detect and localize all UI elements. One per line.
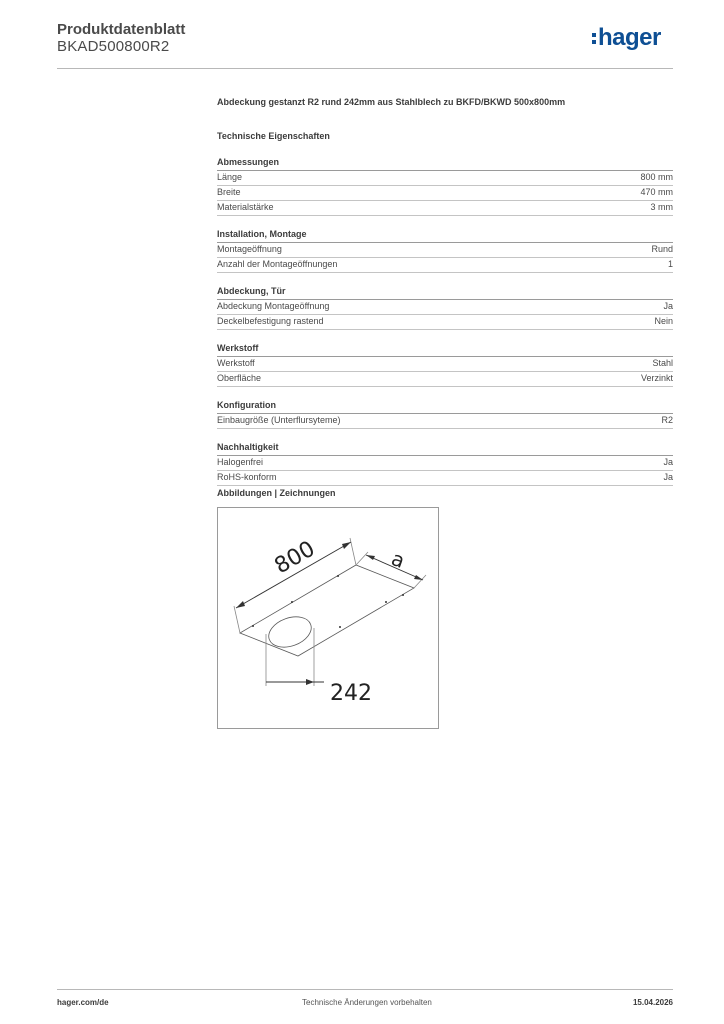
dim-ext-line: [234, 606, 240, 633]
section-dimensions: [217, 156, 673, 216]
section-title: Konfiguration: [217, 399, 673, 414]
row-label: Werkstoff: [217, 358, 255, 368]
section-title: Abdeckung, Tür: [217, 285, 673, 300]
tech-properties-heading: Technische Eigenschaften: [217, 131, 330, 141]
table-row: [217, 372, 673, 387]
mounting-hole: [337, 575, 339, 577]
logo-text: hager: [598, 24, 661, 51]
dim-ext-line: [356, 552, 368, 565]
row-value: Ja: [663, 472, 673, 482]
section-material: [217, 342, 673, 387]
arrow-head: [306, 679, 314, 685]
row-value: Ja: [663, 301, 673, 311]
row-label: Anzahl der Montageöffnungen: [217, 259, 338, 269]
label-242: 242: [330, 681, 372, 706]
label-800: 800: [270, 536, 320, 580]
row-label: Länge: [217, 172, 243, 182]
section-title: Nachhaltigkeit: [217, 441, 673, 456]
header-divider: [57, 68, 673, 69]
table-row: [217, 171, 673, 186]
row-value: Ja: [663, 457, 673, 467]
row-label: Breite: [217, 187, 241, 197]
table-row: [217, 186, 673, 201]
footer-website-link[interactable]: hager.com/de: [57, 998, 109, 1007]
mounting-hole: [339, 626, 341, 628]
table-row: [217, 258, 673, 273]
document-title: Produktdatenblatt: [57, 21, 186, 38]
mounting-hole: [402, 594, 404, 596]
table-row: [217, 300, 673, 315]
table-row: [217, 471, 673, 486]
section-installation: [217, 228, 673, 273]
footer-date: 15.04.2026: [632, 998, 673, 1007]
section-sustainability: [217, 441, 673, 486]
footer-notice: Technische Änderungen vorbehalten: [302, 998, 432, 1007]
table-row: [217, 357, 673, 372]
technical-drawing: [217, 507, 439, 729]
row-value: Rund: [651, 244, 673, 254]
arrow-head: [236, 601, 245, 608]
arrow-head: [342, 542, 351, 549]
row-value: Verzinkt: [640, 373, 673, 383]
row-value: 800 mm: [640, 172, 673, 182]
table-row: [217, 456, 673, 471]
row-label: Abdeckung Montageöffnung: [217, 301, 330, 311]
mounting-hole: [291, 601, 293, 603]
mounting-hole: [385, 601, 387, 603]
arrow-head: [414, 575, 423, 580]
row-label: RoHS-konform: [217, 472, 277, 482]
row-label: Oberfläche: [217, 373, 262, 383]
table-row: [217, 414, 673, 429]
row-label: Montageöffnung: [217, 244, 282, 254]
product-code: BKAD500800R2: [57, 38, 170, 55]
table-row: [217, 315, 673, 330]
images-heading: Abbildungen | Zeichnungen: [217, 488, 336, 498]
table-row: [217, 201, 673, 216]
section-title: Werkstoff: [217, 342, 673, 357]
logo-mark-icon: [592, 33, 596, 44]
row-label: Deckelbefestigung rastend: [217, 316, 324, 326]
row-label: Halogenfrei: [217, 457, 264, 467]
row-value: 1: [667, 259, 673, 269]
label-a: a: [388, 546, 409, 573]
hager-logo[interactable]: [592, 26, 661, 50]
table-row: [217, 243, 673, 258]
row-value: R2: [661, 415, 673, 425]
footer-divider: [57, 989, 673, 990]
section-title: Abmessungen: [217, 156, 673, 171]
product-description: Abdeckung gestanzt R2 rund 242mm aus Stahlblech zu BKFD/BKWD 500x800mm: [217, 97, 566, 107]
row-label: Einbaugröße (Unterflursyteme): [217, 415, 341, 425]
datasheet-content: [217, 96, 673, 486]
mounting-hole: [252, 625, 254, 627]
section-cover-door: [217, 285, 673, 330]
row-value: Stahl: [652, 358, 673, 368]
row-label: Materialstärke: [217, 202, 274, 212]
section-title: Installation, Montage: [217, 228, 673, 243]
row-value: Nein: [654, 316, 673, 326]
section-configuration: [217, 399, 673, 429]
row-value: 3 mm: [650, 202, 673, 212]
arrow-head: [366, 555, 375, 560]
round-opening: [265, 611, 316, 652]
row-value: 470 mm: [640, 187, 673, 197]
drawing-svg: [218, 508, 438, 728]
